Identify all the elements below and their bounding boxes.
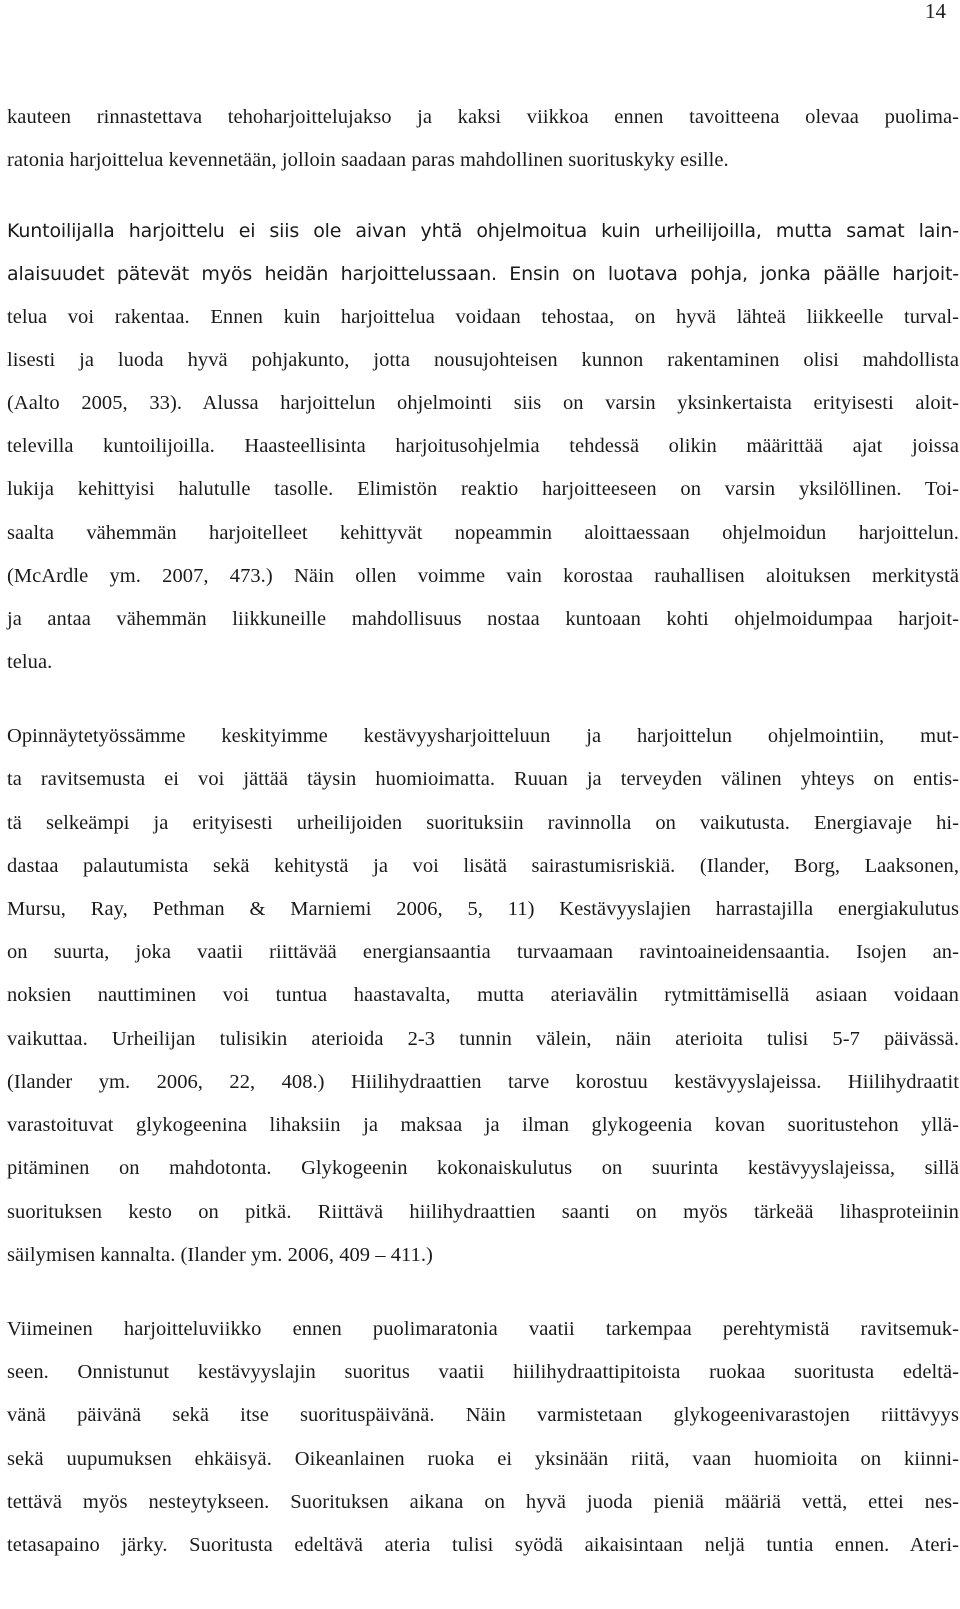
text-line: (McArdle ym. 2007, 473.) Näin ollen voimme vain korostaa rauhallisen aloituksen merkitystä (7, 565, 959, 587)
text-line: kauteen rinnastettava tehoharjoittelujakso ja kaksi viikkoa ennen tavoitteena olevaa puolima- (7, 106, 959, 128)
text-line: dastaa palautumista sekä kehitystä ja voi lisätä sairastumisriskiä. (Ilander, Borg, Laaksonen, (7, 855, 959, 877)
text-line: noksien nauttiminen voi tuntua haastavalta, mutta ateriavälin rytmittämisellä asiaan voidaan (7, 984, 959, 1006)
text-line: suorituksen kesto on pitkä. Riittävä hiilihydraattien saanti on myös tärkeää lihasproteiinin (7, 1201, 959, 1223)
text-line: Viimeinen harjoitteluviikko ennen puolimaratonia vaatii tarkempaa perehtymistä ravitsemuk- (7, 1318, 959, 1340)
text-line: tä selkeämpi ja erityisesti urheilijoiden suorituksiin ravinnolla on vaikutusta. Energiavaje hi- (7, 812, 959, 834)
text-line: ja antaa vähemmän liikkuneille mahdollisuus nostaa kuntoaan kohti ohjelmoidumpaa harjoit- (7, 608, 959, 630)
text-line: Opinnäytetyössämme keskityimme kestävyysharjoitteluun ja harjoittelun ohjelmointiin, mut- (7, 725, 959, 747)
text-line: varastoituvat glykogeenina lihaksiin ja maksaa ja ilman glykogeenia kovan suoritustehon yllä- (7, 1114, 959, 1136)
text-line: Mursu, Ray, Pethman & Marniemi 2006, 5, 11) Kestävyyslajien harrastajilla energiakulutus (7, 898, 959, 920)
text-line: ta ravitsemusta ei voi jättää täysin huomioimatta. Ruuan ja terveyden välinen yhteys on entis- (7, 768, 959, 790)
text-line: säilymisen kannalta. (Ilander ym. 2006, 409 – 411.) (7, 1244, 433, 1266)
text-line: tetasapaino järky. Suoritusta edeltävä ateria tulisi syödä aikaisintaan neljä tuntia ennen. Ateri- (7, 1534, 959, 1556)
text-line: vänä päivänä sekä itse suorituspäivänä. Näin varmistetaan glykogeenivarastojen riittävyys (7, 1404, 959, 1426)
text-line: saalta vähemmän harjoitelleet kehittyvät nopeammin aloittaessaan ohjelmoidun harjoittelun. (7, 522, 959, 544)
text-line: televilla kuntoilijoilla. Haasteellisinta harjoitusohjelmia tehdessä olikin määrittää ajat joissa (7, 435, 959, 457)
text-line: lukija kehittyisi halutulle tasolle. Elimistön reaktio harjoitteeseen on varsin yksilöllinen. Toi- (7, 478, 959, 500)
text-line: Kuntoilijalla harjoittelu ei siis ole aivan yhtä ohjelmoitua kuin urheilijoilla, mutta samat lain- (7, 220, 959, 242)
text-line: telua voi rakentaa. Ennen kuin harjoittelua voidaan tehostaa, on hyvä lähteä liikkeelle turval- (7, 306, 959, 328)
text-line: alaisuudet pätevät myös heidän harjoittelussaan. Ensin on luotava pohja, jonka päälle harjoit- (7, 263, 959, 285)
text-line: telua. (7, 651, 53, 673)
text-line: (Aalto 2005, 33). Alussa harjoittelun ohjelmointi siis on varsin yksinkertaista erityisesti aloit- (7, 392, 959, 414)
text-line: lisesti ja luoda hyvä pohjakunto, jotta nousujohteisen kunnon rakentaminen olisi mahdollista (7, 349, 959, 371)
text-line: vaikuttaa. Urheilijan tulisikin aterioida 2-3 tunnin välein, näin aterioita tulisi 5-7 päivässä. (7, 1028, 959, 1050)
text-line: tettävä myös nesteytykseen. Suorituksen aikana on hyvä juoda pieniä määriä vettä, ettei nes- (7, 1491, 959, 1513)
text-line: seen. Onnistunut kestävyyslajin suoritus vaatii hiilihydraattipitoista ruokaa suoritusta edeltä- (7, 1361, 959, 1383)
text-line: (Ilander ym. 2006, 22, 408.) Hiilihydraattien tarve korostuu kestävyyslajeissa. Hiilihydraatit (7, 1071, 959, 1093)
text-line: sekä uupumuksen ehkäisyä. Oikeanlainen ruoka ei yksinään riitä, vaan huomioita on kiinni- (7, 1448, 959, 1470)
page-number: 14 (925, 0, 946, 23)
text-line: ratonia harjoittelua kevennetään, jolloin saadaan paras mahdollinen suorituskyky esille. (7, 149, 729, 171)
text-line: on suurta, joka vaatii riittävää energiansaantia turvaamaan ravintoaineidensaantia. Isojen an- (7, 941, 959, 963)
text-line: pitäminen on mahdotonta. Glykogeenin kokonaiskulutus on suurinta kestävyyslajeissa, sillä (7, 1157, 959, 1179)
